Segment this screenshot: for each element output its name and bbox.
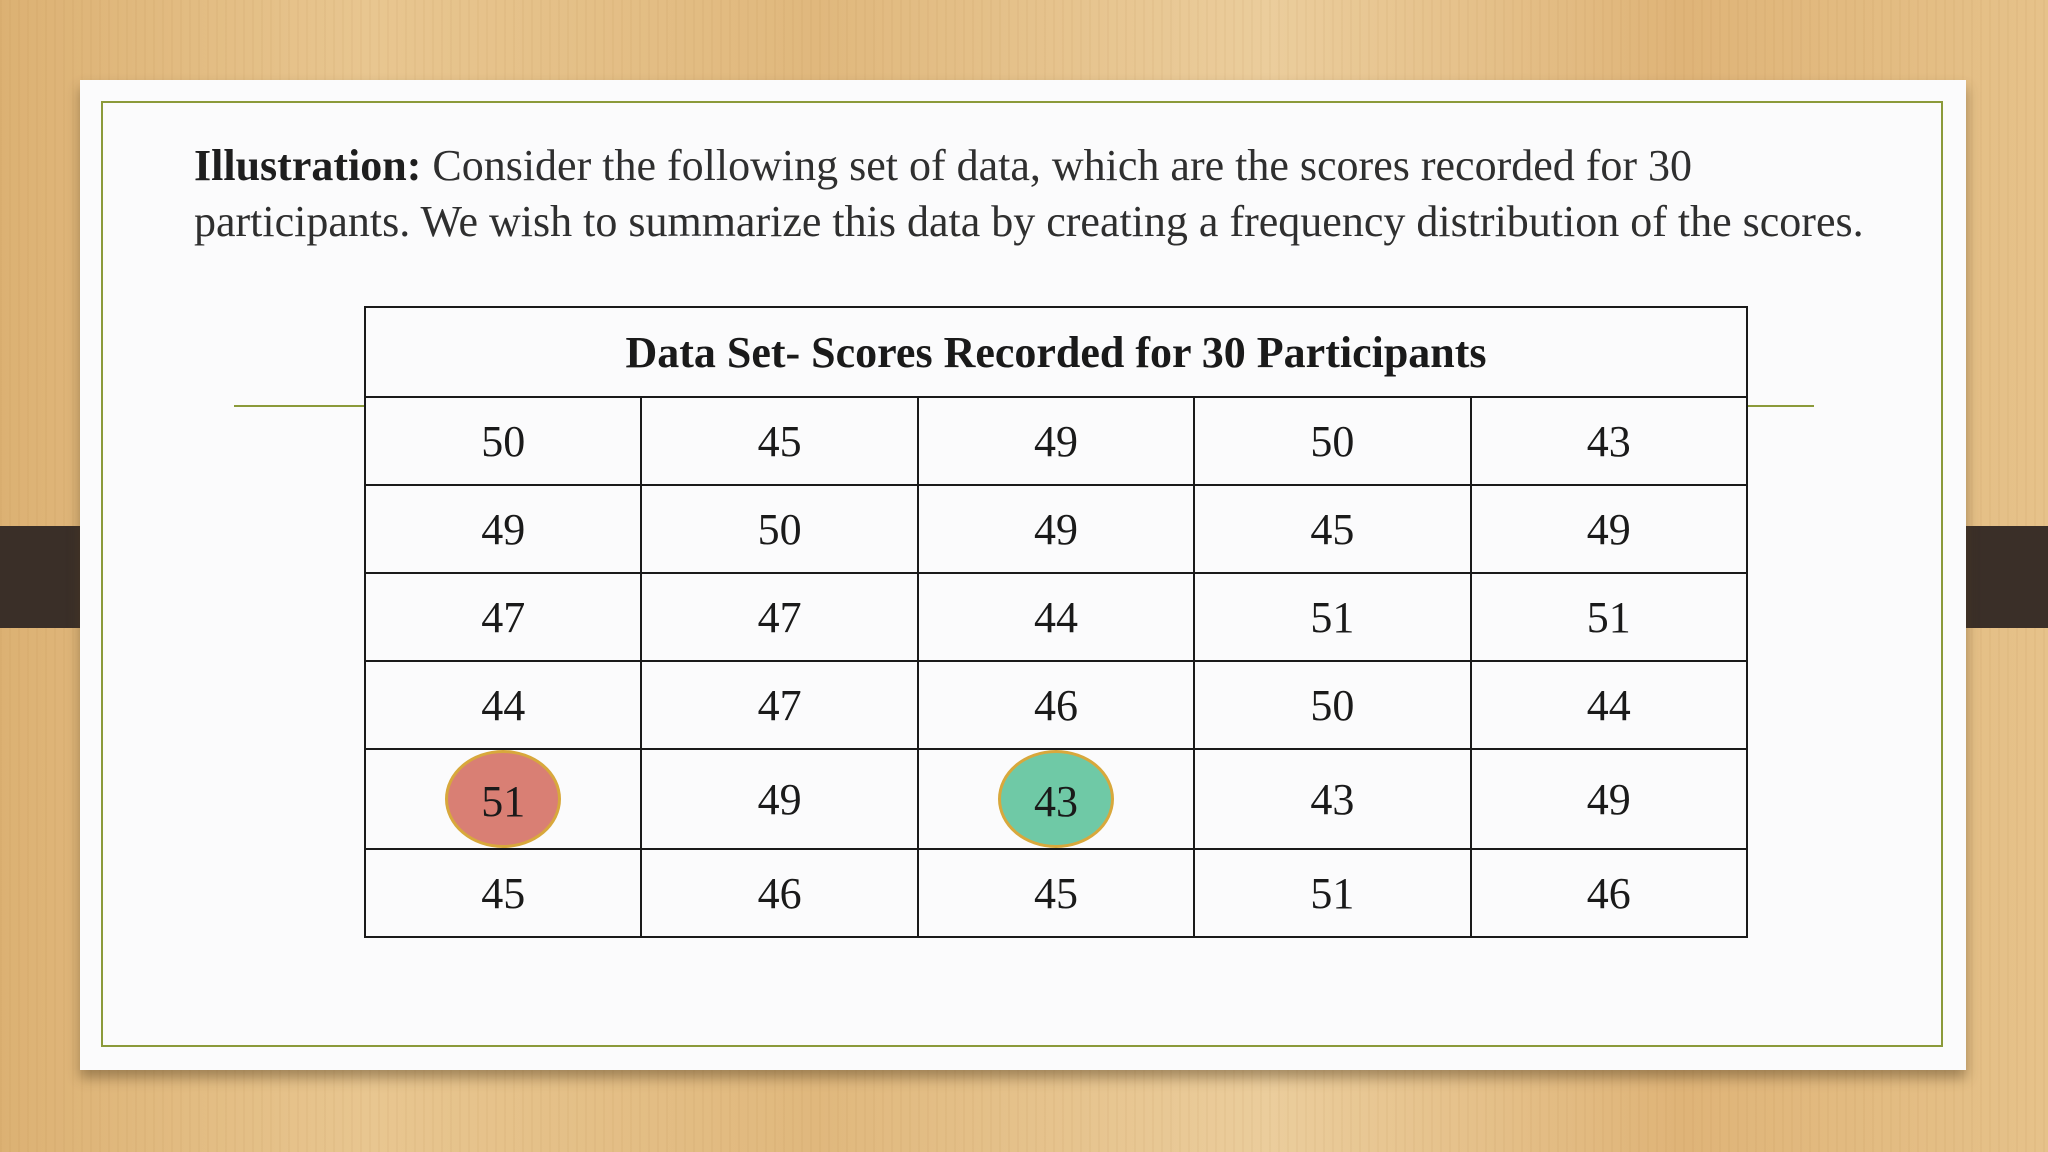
table-cell: 51: [1194, 573, 1470, 661]
table-cell: 51: [1471, 573, 1747, 661]
table-cell: 45: [365, 849, 641, 937]
table-cell: 45: [641, 397, 917, 485]
table-cell: 49: [1471, 749, 1747, 849]
table-cell: 49: [641, 749, 917, 849]
table-title: Data Set- Scores Recorded for 30 Participants: [365, 307, 1747, 397]
table-cell: 47: [641, 661, 917, 749]
table-cell: 50: [1194, 397, 1470, 485]
intro-paragraph: [194, 138, 1874, 250]
table-cell: 47: [365, 573, 641, 661]
table-cell: 47: [641, 573, 917, 661]
table-cell-highlighted: [365, 749, 641, 849]
table-cell: 46: [641, 849, 917, 937]
table-row: [365, 749, 1747, 849]
table-cell: 45: [1194, 485, 1470, 573]
table-cell: 50: [1194, 661, 1470, 749]
table-row: [365, 661, 1747, 749]
table-row: [365, 397, 1747, 485]
table-row: [365, 485, 1747, 573]
table-cell: 46: [918, 661, 1194, 749]
table-cell: 50: [365, 397, 641, 485]
table-cell: 43: [1471, 397, 1747, 485]
table-cell: 46: [1471, 849, 1747, 937]
min-value-highlight: 43: [998, 750, 1114, 848]
table-cell: 45: [918, 849, 1194, 937]
table-row: [365, 849, 1747, 937]
intro-text: Consider the following set of data, which are the scores recorded for 30 participants. We wish to summarize this data by creating a frequency distribution of the scores.: [194, 141, 1864, 246]
table-cell: 50: [641, 485, 917, 573]
table-cell: 49: [1471, 485, 1747, 573]
table-cell: 49: [918, 397, 1194, 485]
max-value-highlight: 51: [445, 750, 561, 848]
table-cell: 49: [918, 485, 1194, 573]
table-cell: 51: [1194, 849, 1470, 937]
slide: [80, 80, 1966, 1070]
intro-bold-label: Illustration:: [194, 141, 422, 190]
table-cell: 43: [1194, 749, 1470, 849]
table-header-row: [365, 307, 1747, 397]
table-row: [365, 573, 1747, 661]
table-cell: 44: [918, 573, 1194, 661]
table-cell: 44: [365, 661, 641, 749]
scores-table: [364, 306, 1748, 938]
table-cell-highlighted: [918, 749, 1194, 849]
table-cell: 49: [365, 485, 641, 573]
table-cell: 44: [1471, 661, 1747, 749]
